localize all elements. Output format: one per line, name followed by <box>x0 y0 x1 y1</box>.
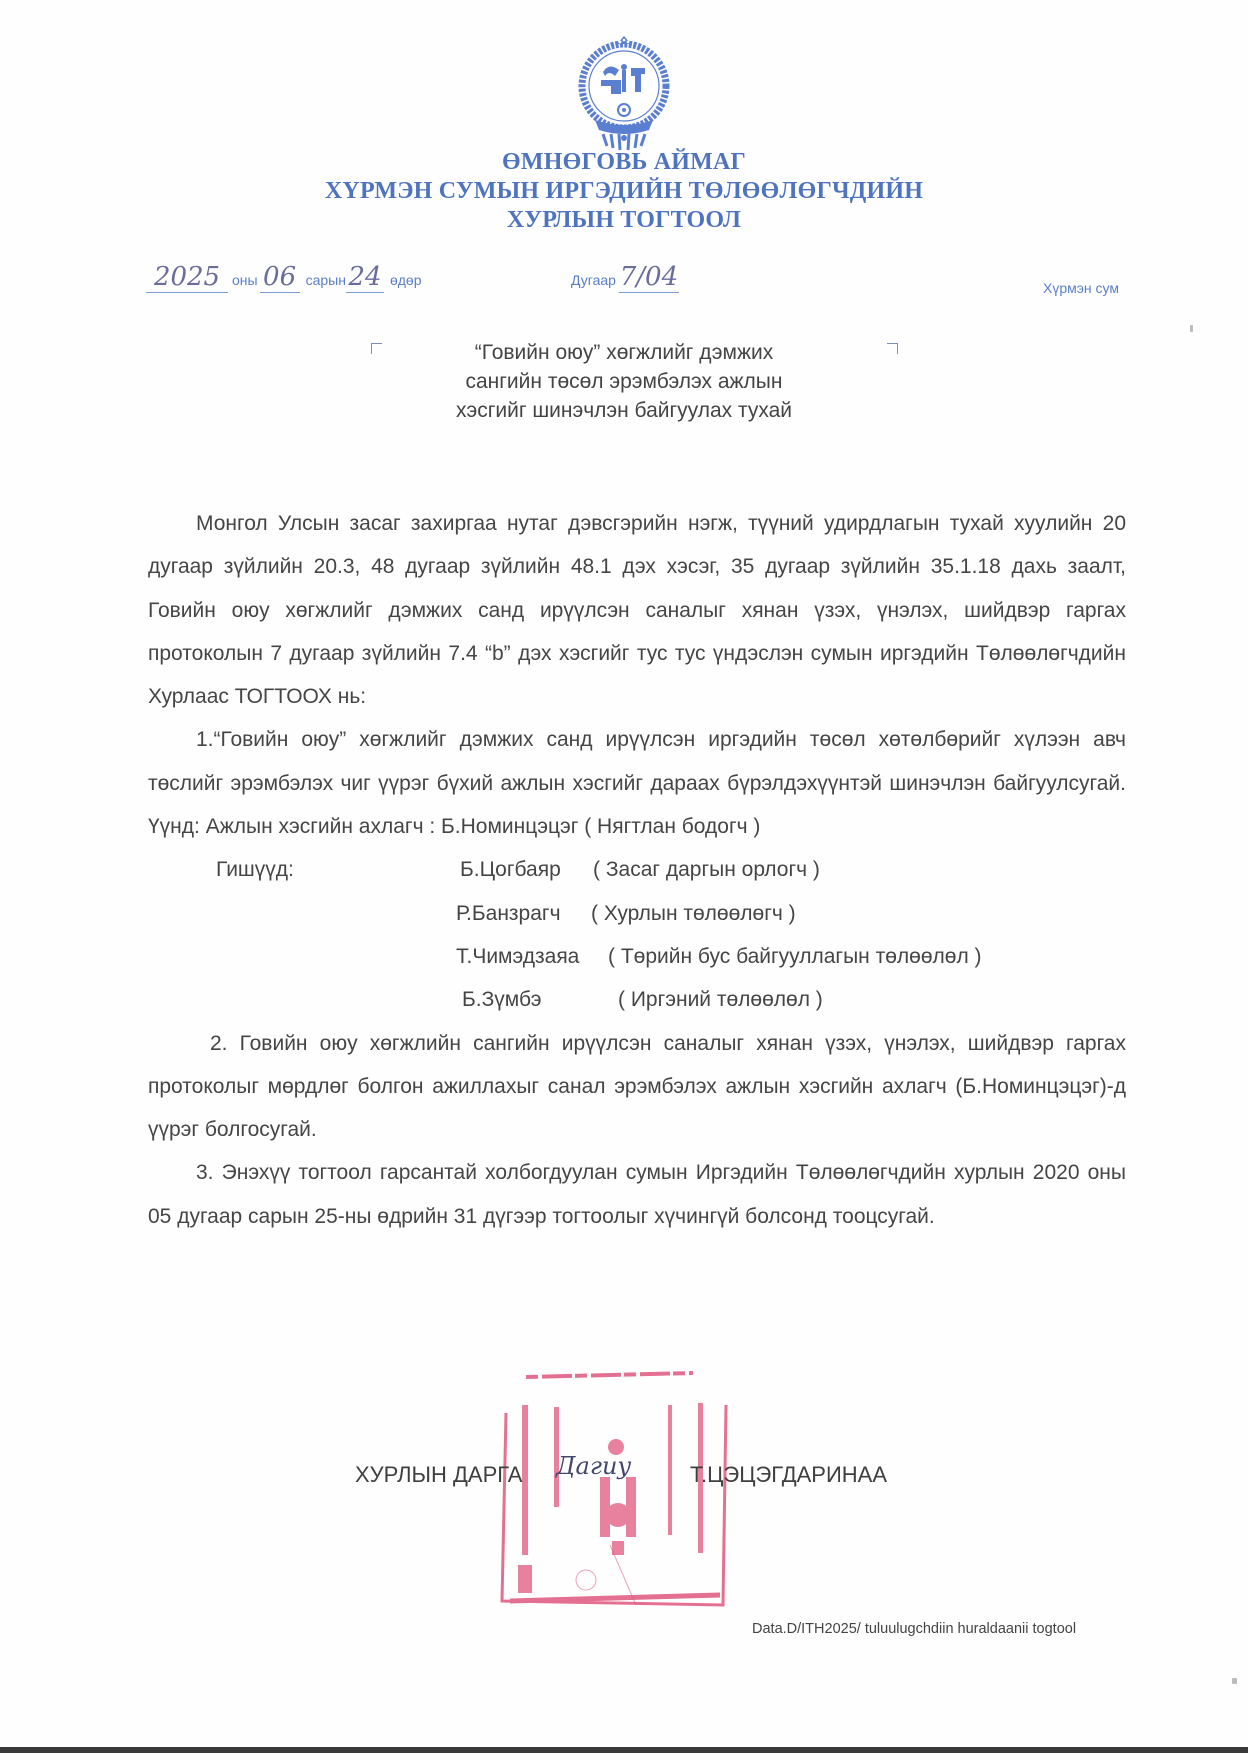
signatory-name: Т.ЦЭЦЭГДАРИНАА <box>690 1462 888 1487</box>
member-name: Т.Чимэдзаяа <box>456 944 580 968</box>
scan-speck <box>1190 325 1193 332</box>
member-role: ( Төрийн бус байгууллагын төлөөлөл ) <box>608 944 982 968</box>
year-suffix: оны <box>232 272 258 288</box>
month-field: 06 <box>260 262 300 293</box>
day-field: 24 <box>346 262 384 293</box>
member-role: ( Засаг даргын орлогч ) <box>593 858 820 882</box>
month-suffix: сарын <box>305 272 346 288</box>
resolution-number <box>571 262 679 293</box>
member-name: Б.Зүмбэ <box>462 988 542 1012</box>
subject-title <box>0 338 1248 425</box>
subject-line: хэсгийг шинэчлэн байгуулах тухай <box>455 399 792 422</box>
official-seal-stamp <box>488 1365 746 1615</box>
scan-speck <box>1232 1678 1237 1684</box>
number-field: 7/04 <box>619 262 679 292</box>
header-aimag: ӨМНӨГОВЬ АЙМАГ <box>502 149 746 175</box>
member-name: Р.Банзрагч <box>456 901 561 925</box>
item-1-paragraph: 1.“Говийн оюу” хөгжлийг дэмжих санд ирүүлсэн иргэдийн төсөл хөтөлбөрийг хүлээн авч төслийг эрэмбэлэх чиг үүрэг бүхий ажлын хэсгийг дараах бүрэлдэхүүнтэй шинэчлэн байгуулсугай. <box>148 728 1126 795</box>
year-field: 2025 <box>146 262 228 293</box>
member-row <box>148 978 1126 1021</box>
resolution-body <box>148 502 1126 1238</box>
member-role: ( Хурлын төлөөлөгч ) <box>591 901 796 925</box>
preamble-paragraph: Монгол Улсын засаг захиргаа нутаг дэвсгэрийн нэгж, түүний удирдлагын тухай хуулийн 20 дугаар зүйлийн 20.3, 48 дугаар зүйлийн 48.1 дэх хэсэг, 35 дугаар зүйлийн 35.1.18 дахь заалт, Говийн оюу хөгжлийг дэмжих санд ирүүлсэн саналыг хянан үзэх, үнэлэх, шийдвэр гаргах протоколын 7 дугаар зүйлийн 7.4 “b” дэх хэсгийг тус тус үндэслэн сумын иргэдийн Төлөөлөгчдийн Хурлаас ТОГТООХ нь: <box>148 512 1126 709</box>
header-resolution: ХУРЛЫН ТОГТООЛ <box>506 207 742 233</box>
day-suffix: өдөр <box>389 272 422 288</box>
mongolia-state-emblem-icon <box>575 34 673 152</box>
chair-line: Үүнд: Ажлын хэсгийн ахлагч : Б.Номинцэцэг ( Нягтлан бодогч ) <box>148 815 761 839</box>
item-3-paragraph: 3. Энэхүү тогтоол гарсантай холбогдуулан сумын Иргэдийн Төлөөлөгчдийн хурлын 2020 оны 05 дугаар сарын 25-ны өдрийн 31 дүгээр тогтоолыг хүчингүй болсонд тооцсугай. <box>148 1161 1126 1228</box>
footer-file-reference: Data.D/ITH2025/ tuluulugchdiin huraldaanii togtool <box>752 1621 1077 1637</box>
item-2-paragraph: 2. Говийн оюу хөгжлийн сангийн ирүүлсэн саналыг хянан үзэх, үнэлэх, шийдвэр гаргах протоколыг мөрдлөг болгон ажиллахыг санал эрэмбэлэх ажлын хэсгийн ахлагч (Б.Номинцэцэг)-д үүрэг болгосугай. <box>148 1031 1126 1142</box>
scan-bottom-edge <box>0 1747 1248 1753</box>
date-line <box>146 262 422 293</box>
member-row <box>148 892 1126 935</box>
signature-title: ХУРЛЫН ДАРГА <box>355 1462 523 1487</box>
handwritten-signature: Дагиу <box>556 1452 632 1480</box>
member-row <box>148 848 1126 891</box>
member-row <box>148 935 1126 978</box>
member-role: ( Иргэний төлөөлөл ) <box>618 988 823 1012</box>
subject-line: сангийн төсөл эрэмбэлэх ажлын <box>465 370 783 393</box>
member-name: Б.Цогбаяр <box>460 858 561 882</box>
subject-line: “Говийн оюу” хөгжлийг дэмжих <box>474 341 774 364</box>
number-label: Дугаар <box>571 272 616 288</box>
members-label: Гишүүд: <box>216 858 294 882</box>
header-council: ХҮРМЭН СУМЫН ИРГЭДИЙН ТӨЛӨӨЛӨГЧДИЙН <box>324 178 924 204</box>
place-label: Хүрмэн сум <box>1043 280 1119 296</box>
